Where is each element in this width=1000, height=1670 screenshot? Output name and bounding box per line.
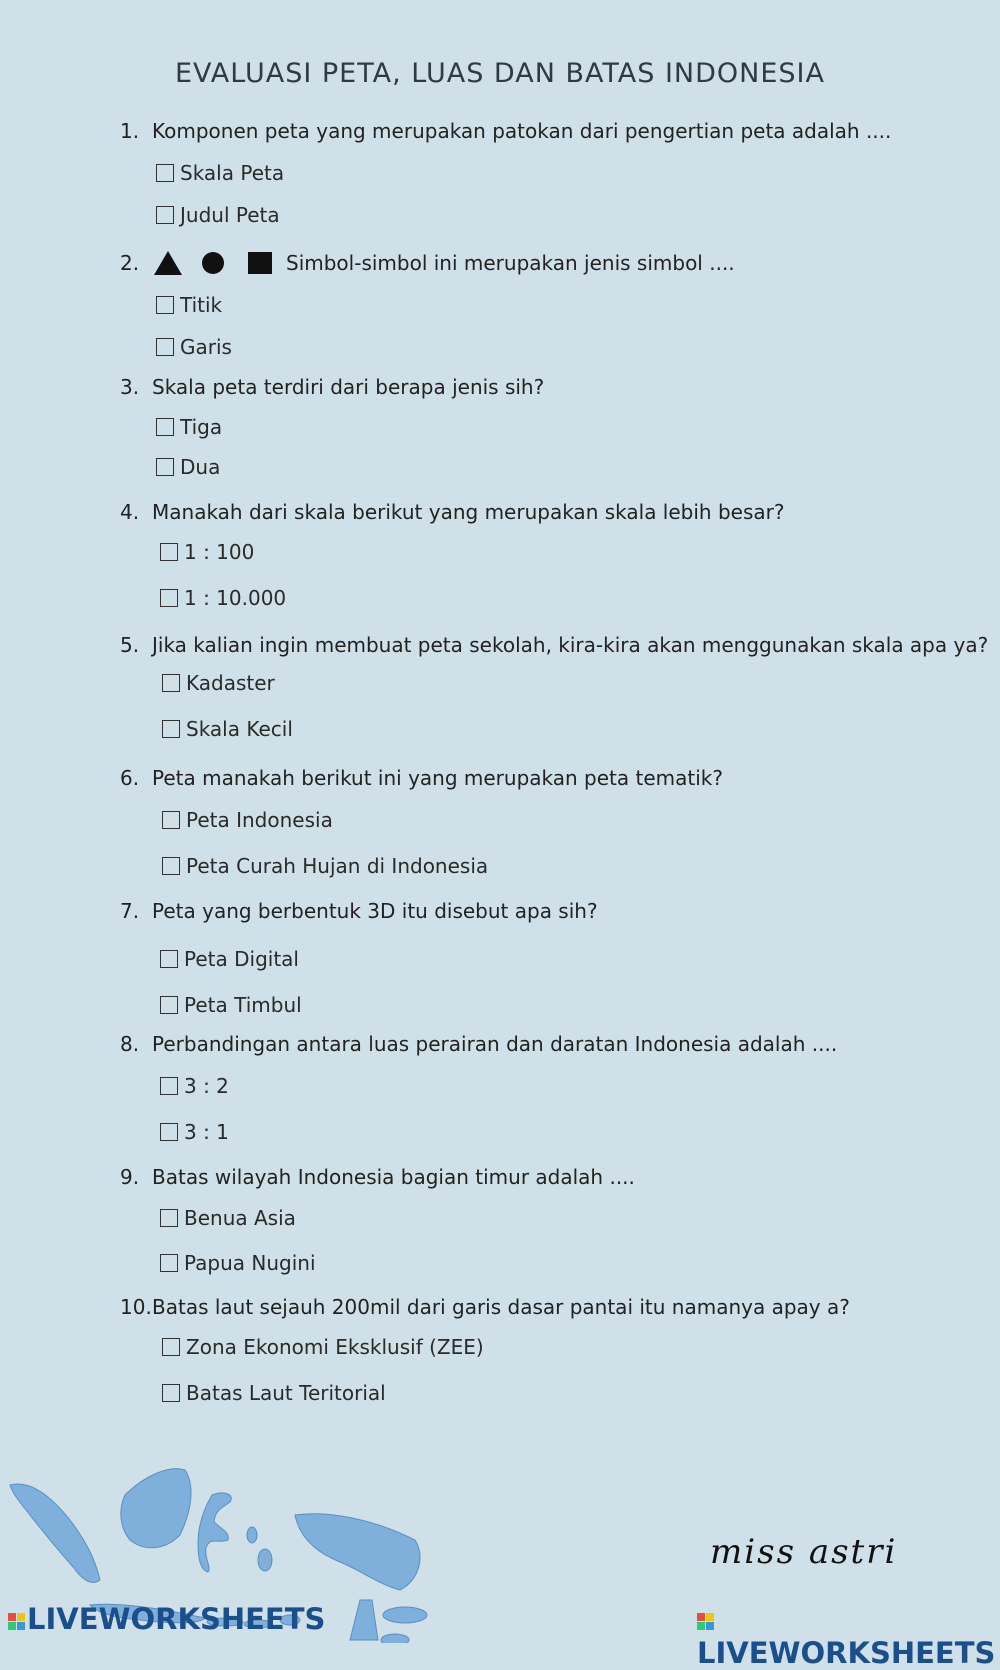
- question-6: [120, 765, 723, 878]
- question-label: Peta yang berbentuk 3D itu disebut apa sih?: [152, 899, 598, 923]
- answer-option[interactable]: [160, 1205, 296, 1231]
- map-island: [198, 1493, 231, 1572]
- question-text: [120, 898, 598, 924]
- question-label: Skala peta terdiri dari berapa jenis sih?: [152, 375, 545, 399]
- triangle-symbol-icon: [154, 251, 182, 275]
- checkbox[interactable]: [162, 857, 180, 875]
- option-label: 3 : 1: [184, 1120, 229, 1144]
- question-label: Perbandingan antara luas perairan dan daratan Indonesia adalah ....: [152, 1032, 838, 1056]
- question-2: [120, 250, 735, 359]
- liveworksheets-logo[interactable]: [697, 1602, 1000, 1670]
- answer-option[interactable]: [156, 202, 280, 228]
- answer-option[interactable]: [160, 1250, 316, 1276]
- question-text: [120, 765, 723, 791]
- question-3: [120, 374, 545, 479]
- answer-option[interactable]: [156, 334, 232, 360]
- question-number: 6.: [120, 766, 140, 790]
- option-label: Batas Laut Teritorial: [186, 1381, 386, 1405]
- question-number: 7.: [120, 899, 140, 923]
- answer-option[interactable]: [160, 992, 302, 1018]
- answer-option[interactable]: [156, 160, 284, 186]
- answer-option[interactable]: [162, 1380, 386, 1406]
- question-label: Peta manakah berikut ini yang merupakan peta tematik?: [152, 766, 723, 790]
- liveworksheets-logo-icon: [697, 1613, 714, 1630]
- answer-option[interactable]: [162, 853, 488, 879]
- checkbox[interactable]: [156, 296, 174, 314]
- liveworksheets-logo[interactable]: [8, 1602, 325, 1636]
- question-number: 4.: [120, 500, 140, 524]
- square-symbol-icon: [248, 252, 272, 274]
- checkbox[interactable]: [156, 418, 174, 436]
- checkbox[interactable]: [156, 458, 174, 476]
- option-label: Peta Curah Hujan di Indonesia: [186, 854, 489, 878]
- option-label: Skala Peta: [180, 161, 285, 185]
- question-number: 3.: [120, 375, 140, 399]
- checkbox[interactable]: [162, 720, 180, 738]
- question-label: Batas laut sejauh 200mil dari garis dasar pantai itu namanya apay a?: [152, 1295, 850, 1319]
- question-number: 9.: [120, 1165, 140, 1189]
- question-text: [120, 1164, 635, 1190]
- option-label: Peta Indonesia: [186, 808, 333, 832]
- question-label: Jika kalian ingin membuat peta sekolah, kira-kira akan menggunakan skala apa ya?: [152, 633, 989, 657]
- answer-option[interactable]: [162, 670, 275, 696]
- checkbox[interactable]: [160, 1123, 178, 1141]
- map-island: [295, 1514, 420, 1590]
- option-label: Zona Ekonomi Eksklusif (ZEE): [186, 1335, 484, 1359]
- logo-text: LIVEWORKSHEETS: [27, 1602, 326, 1636]
- answer-option[interactable]: [160, 1119, 229, 1145]
- question-4: [120, 499, 785, 610]
- option-label: Papua Nugini: [184, 1251, 316, 1275]
- question-text: [120, 1031, 837, 1057]
- question-number: 1.: [120, 119, 140, 143]
- answer-option[interactable]: [156, 454, 220, 480]
- answer-option[interactable]: [160, 1073, 229, 1099]
- checkbox[interactable]: [162, 1338, 180, 1356]
- option-label: Titik: [180, 293, 223, 317]
- question-text: [120, 499, 784, 525]
- question-7: [120, 898, 598, 1017]
- question-1: [120, 118, 892, 227]
- logo-text: LIVEWORKSHEETS: [697, 1636, 996, 1670]
- question-text: [120, 250, 735, 276]
- checkbox[interactable]: [160, 950, 178, 968]
- circle-symbol-icon: [202, 252, 224, 274]
- option-label: 1 : 10.000: [184, 586, 287, 610]
- checkbox[interactable]: [160, 1209, 178, 1227]
- question-8: [120, 1031, 838, 1144]
- question-9: [120, 1164, 635, 1275]
- question-number: 10.: [120, 1295, 152, 1319]
- question-5: [120, 632, 989, 741]
- checkbox[interactable]: [160, 543, 178, 561]
- option-label: Benua Asia: [184, 1206, 296, 1230]
- question-text: [120, 374, 544, 400]
- map-island: [10, 1484, 100, 1582]
- option-label: Peta Timbul: [184, 993, 302, 1017]
- author-signature: miss astri: [710, 1532, 898, 1572]
- checkbox[interactable]: [156, 164, 174, 182]
- question-label: Batas wilayah Indonesia bagian timur adalah ....: [152, 1165, 635, 1189]
- question-number: 2.: [120, 251, 140, 275]
- map-island: [247, 1527, 257, 1543]
- map-island: [381, 1634, 409, 1643]
- question-10: [120, 1294, 850, 1405]
- answer-option[interactable]: [160, 585, 286, 611]
- worksheet-title: EVALUASI PETA, LUAS DAN BATAS INDONESIA: [175, 58, 825, 89]
- option-label: 1 : 100: [184, 540, 255, 564]
- map-island: [383, 1607, 427, 1623]
- answer-option[interactable]: [160, 946, 299, 972]
- answer-option[interactable]: [156, 414, 222, 440]
- question-label: Manakah dari skala berikut yang merupakan skala lebih besar?: [152, 500, 785, 524]
- question-label: Simbol-simbol ini merupakan jenis simbol ....: [286, 251, 735, 275]
- question-text: [120, 1294, 850, 1320]
- checkbox[interactable]: [160, 1077, 178, 1095]
- checkbox[interactable]: [162, 811, 180, 829]
- question-number: 5.: [120, 633, 140, 657]
- option-label: Garis: [180, 335, 232, 359]
- option-label: Dua: [180, 455, 221, 479]
- option-label: Judul Peta: [180, 203, 280, 227]
- checkbox[interactable]: [156, 338, 174, 356]
- map-island: [258, 1549, 272, 1571]
- map-island: [350, 1600, 378, 1640]
- question-text: [120, 632, 988, 658]
- answer-option[interactable]: [160, 539, 254, 565]
- answer-option[interactable]: [162, 807, 333, 833]
- checkbox[interactable]: [160, 996, 178, 1014]
- checkbox[interactable]: [160, 1254, 178, 1272]
- option-label: Kadaster: [186, 671, 275, 695]
- option-label: Peta Digital: [184, 947, 299, 971]
- question-label: Komponen peta yang merupakan patokan dari pengertian peta adalah ....: [152, 119, 892, 143]
- question-number: 8.: [120, 1032, 140, 1056]
- option-label: Skala Kecil: [186, 717, 293, 741]
- option-label: 3 : 2: [184, 1074, 229, 1098]
- answer-option[interactable]: [162, 1334, 484, 1360]
- liveworksheets-logo-icon: [8, 1613, 25, 1630]
- option-label: Tiga: [180, 415, 223, 439]
- checkbox[interactable]: [162, 674, 180, 692]
- answer-option[interactable]: [156, 292, 222, 318]
- checkbox[interactable]: [162, 1384, 180, 1402]
- checkbox[interactable]: [160, 589, 178, 607]
- question-text: [120, 118, 891, 144]
- map-island: [121, 1469, 191, 1548]
- answer-option[interactable]: [162, 716, 293, 742]
- checkbox[interactable]: [156, 206, 174, 224]
